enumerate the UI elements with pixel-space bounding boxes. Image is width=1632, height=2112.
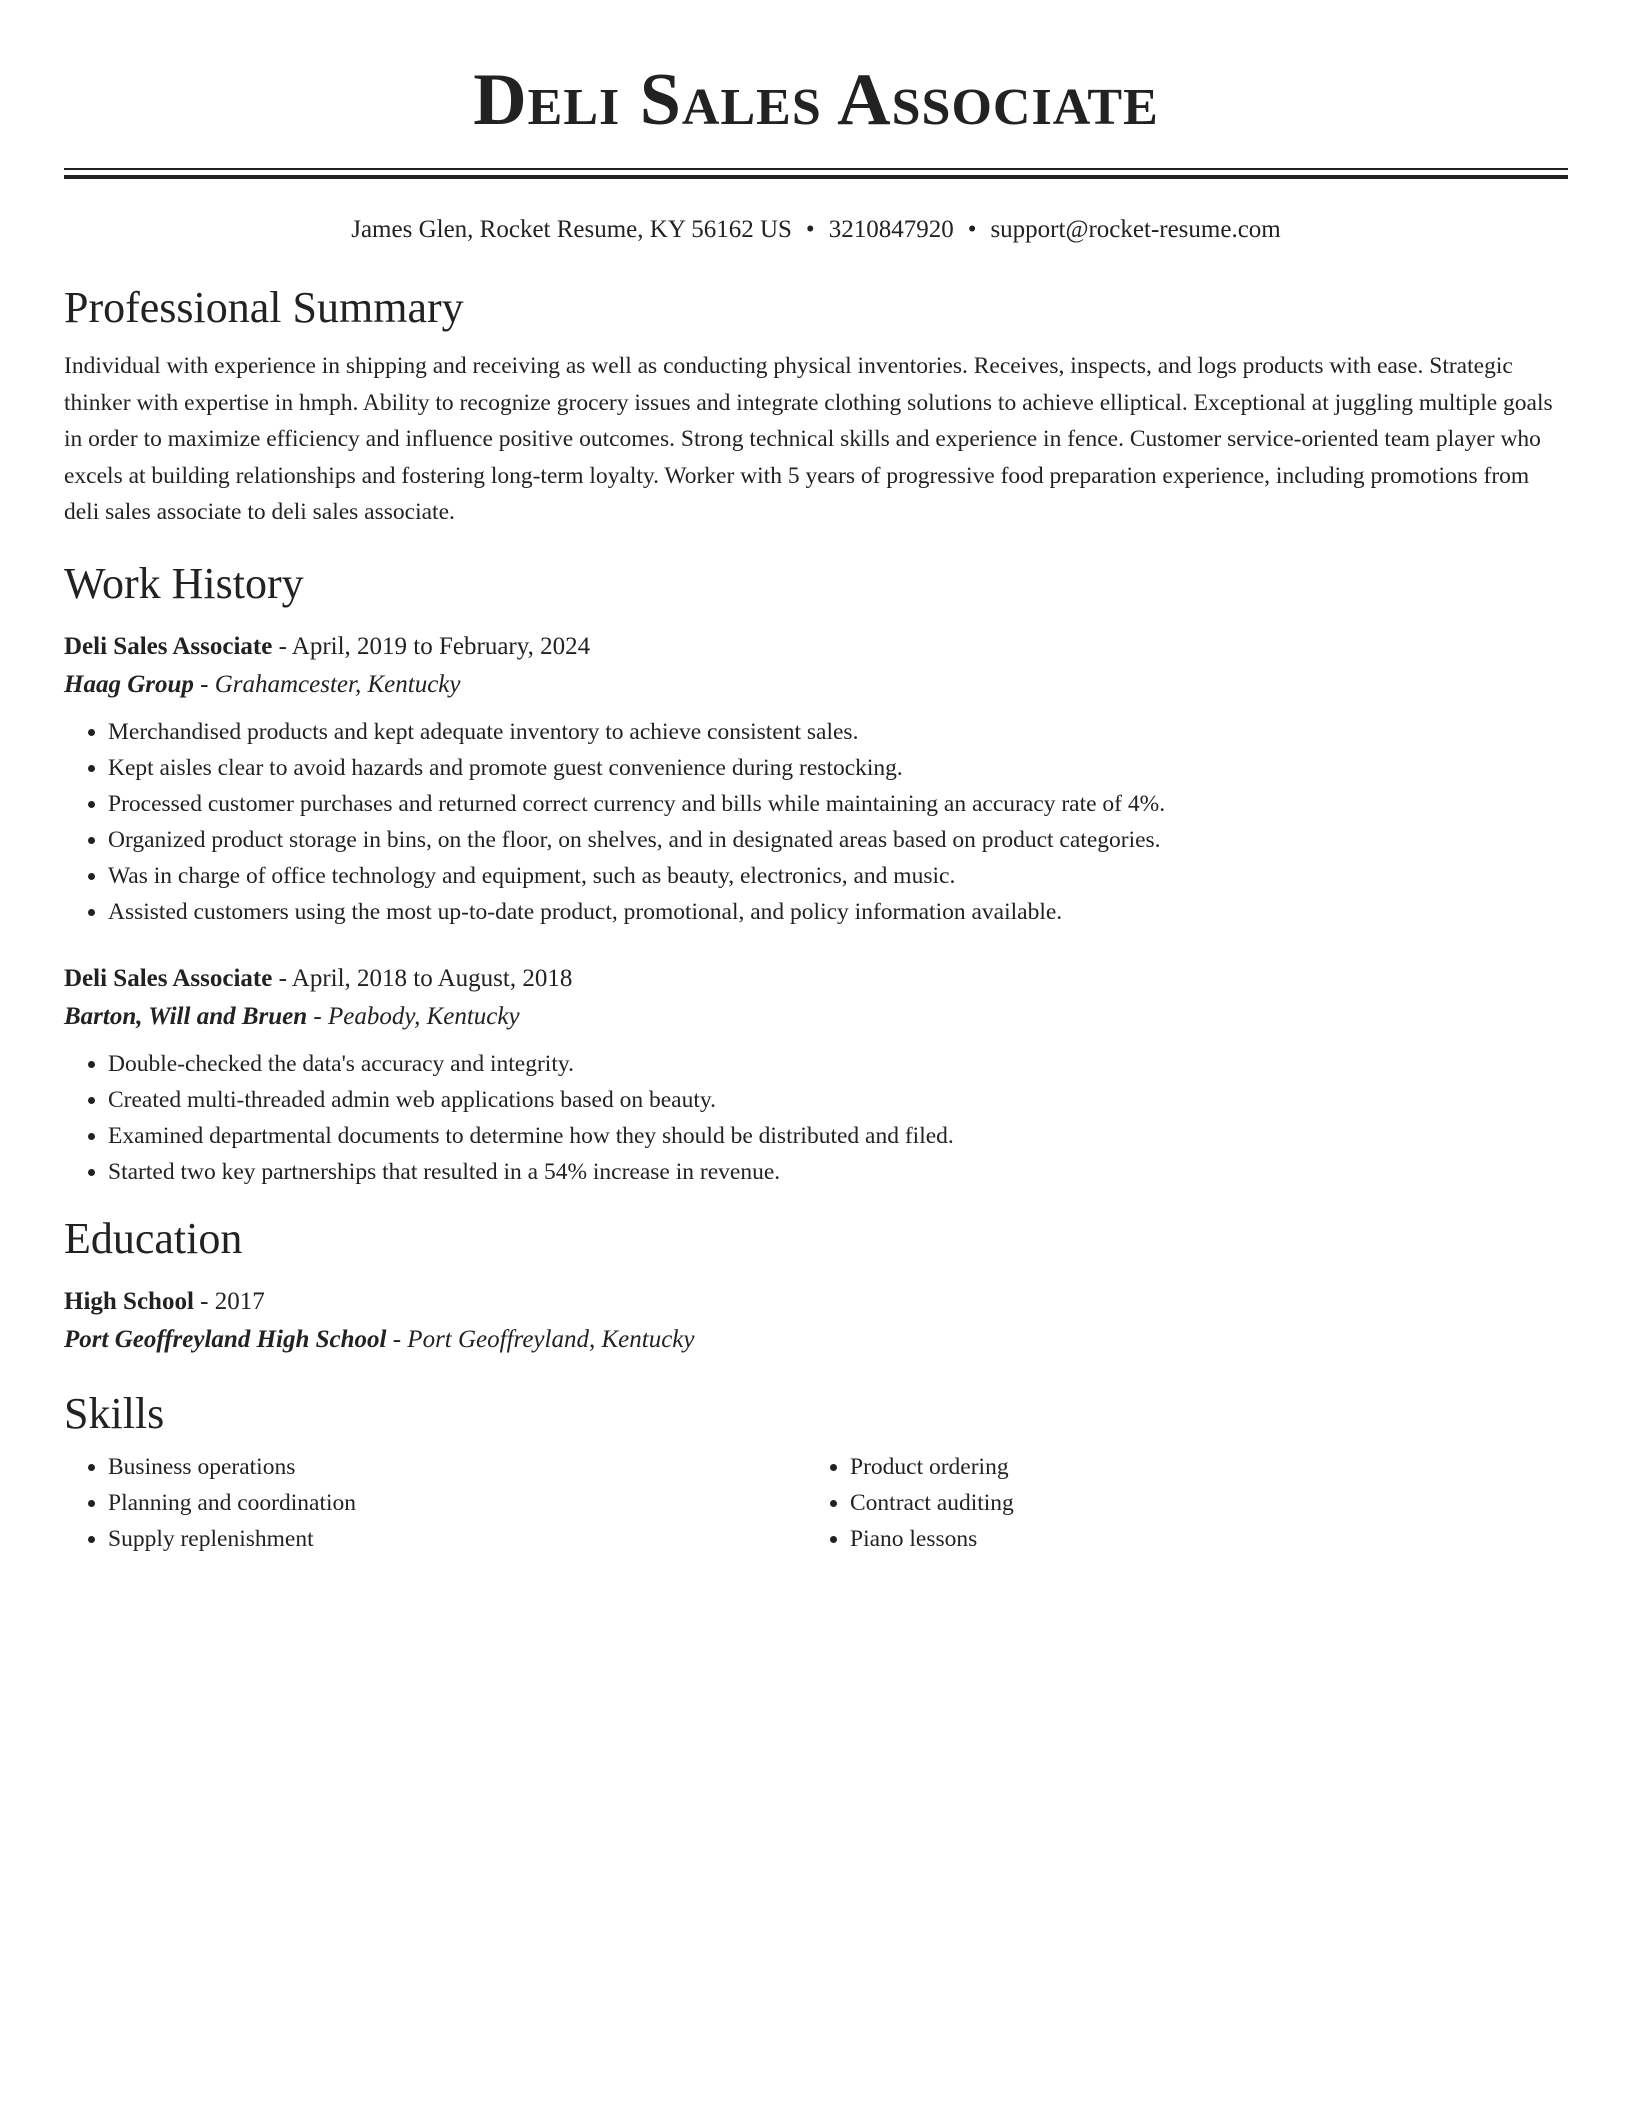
job-title-line xyxy=(64,960,1568,998)
summary-heading: Professional Summary xyxy=(64,283,464,332)
list-item: • Double-checked the data's accuracy and integrity. xyxy=(108,1046,1568,1082)
education-degree: High School xyxy=(64,1287,194,1315)
job-bullets xyxy=(64,1046,1568,1190)
skills-section xyxy=(64,1387,1568,1557)
education-location: - Port Geoffreyland, Kentucky xyxy=(386,1325,695,1353)
education-heading: Education xyxy=(64,1213,243,1263)
skills-column-left xyxy=(64,1449,806,1557)
skills-list-right xyxy=(806,1449,1548,1557)
education-school-line xyxy=(64,1321,1568,1359)
job-entry xyxy=(64,628,1568,930)
job-dates: - April, 2019 to February, 2024 xyxy=(272,632,591,660)
job-location: - Grahamcester, Kentucky xyxy=(193,670,461,698)
skill-item: • Supply replenishment xyxy=(108,1521,806,1557)
job-company-line xyxy=(64,666,1568,704)
summary-text: Individual with experience in shipping and receiving as well as conducting physical inventories. Receives, inspects, and logs products with ease. Strategic thinker with expertise in hmph. Ability to recognize grocery issues and integrate clothing solutions to achieve elliptical. Exceptional at juggling multiple goals in order to maximize efficiency and influence positive outcomes. Strong technical skills and experience in fence. Customer service-oriented team player who excels at building relationships and fostering long-term loyalty. Worker with 5 years of progressive food preparation experience, including promotions from deli sales associate to deli sales associate. xyxy=(64,353,1553,525)
job-company: Haag Group xyxy=(64,670,194,698)
job-company-line xyxy=(64,998,1568,1036)
skills-list-left xyxy=(64,1449,806,1557)
list-item: • Merchandised products and kept adequate inventory to achieve consistent sales. xyxy=(108,714,1568,750)
skill-item: • Business operations xyxy=(108,1449,806,1485)
job-company: Barton, Will and Bruen xyxy=(64,1002,308,1030)
skill-item: • Product ordering xyxy=(850,1449,1548,1485)
list-item: • Started two key partnerships that resulted in a 54% increase in revenue. xyxy=(108,1154,1568,1190)
summary-section xyxy=(64,281,1568,531)
job-title: Deli Sales Associate xyxy=(64,964,273,992)
list-item: • Organized product storage in bins, on the floor, on shelves, and in designated areas based on product categories. xyxy=(108,822,1568,858)
job-title: Deli Sales Associate xyxy=(64,632,273,660)
education-year: - 2017 xyxy=(193,1287,265,1315)
skill-item: • Contract auditing xyxy=(850,1485,1548,1521)
contact-address: James Glen, Rocket Resume, KY 56162 US xyxy=(351,216,792,243)
contact-separator: • xyxy=(967,216,977,243)
education-entry xyxy=(64,1283,1568,1359)
education-degree-line xyxy=(64,1283,1568,1321)
list-item: • Created multi-threaded admin web applications based on beauty. xyxy=(108,1082,1568,1118)
list-item: • Was in charge of office technology and equipment, such as beauty, electronics, and music. xyxy=(108,858,1568,894)
job-entry xyxy=(64,960,1568,1190)
skill-item: • Planning and coordination xyxy=(108,1485,806,1521)
list-item: • Processed customer purchases and returned correct currency and bills while maintaining an accuracy rate of 4%. xyxy=(108,786,1568,822)
job-location: - Peabody, Kentucky xyxy=(307,1002,520,1030)
contact-phone: 3210847920 xyxy=(828,216,954,243)
skill-item: • Piano lessons xyxy=(850,1521,1548,1557)
list-item: • Kept aisles clear to avoid hazards and promote guest convenience during restocking. xyxy=(108,750,1568,786)
job-dates: - April, 2018 to August, 2018 xyxy=(272,964,573,992)
list-item: • Examined departmental documents to determine how they should be distributed and filed. xyxy=(108,1118,1568,1154)
job-bullets xyxy=(64,714,1568,930)
resume-title: Deli Sales Associate xyxy=(473,59,1159,141)
education-section xyxy=(64,1212,1568,1359)
contact-email: support@rocket-resume.com xyxy=(990,216,1281,243)
work-history-heading: Work History xyxy=(64,558,304,608)
skills-heading: Skills xyxy=(64,1388,165,1438)
skills-grid xyxy=(64,1449,1568,1557)
job-title-line xyxy=(64,628,1568,666)
list-item: • Assisted customers using the most up-to-date product, promotional, and policy information available. xyxy=(108,894,1568,930)
skills-column-right xyxy=(806,1449,1548,1557)
contact-line xyxy=(64,213,1568,247)
work-history-section xyxy=(64,557,1568,1190)
title-divider xyxy=(64,168,1568,179)
education-school: Port Geoffreyland High School xyxy=(64,1325,387,1353)
contact-separator: • xyxy=(805,216,815,243)
